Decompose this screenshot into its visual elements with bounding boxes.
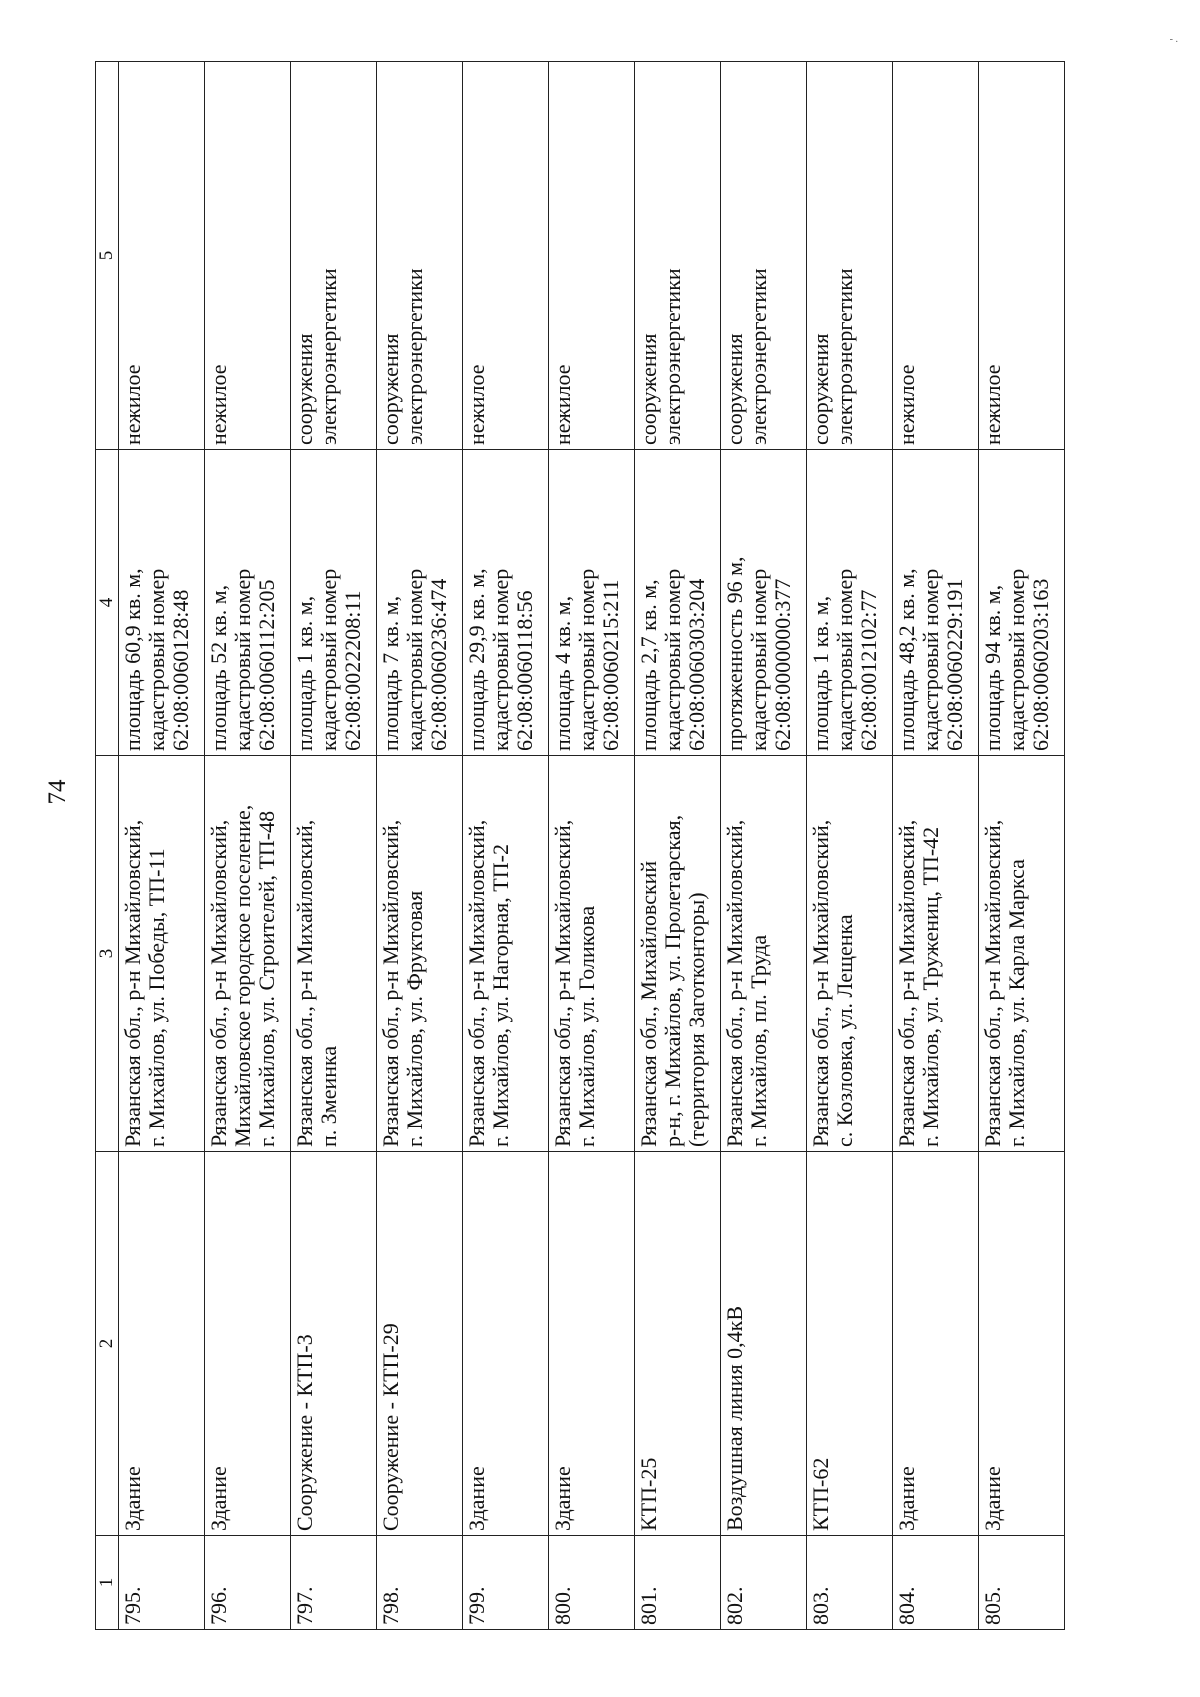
- row-number: 803.: [807, 1536, 893, 1630]
- object-params-line: 62:08:0060118:56: [512, 590, 537, 751]
- object-address-line: Рязанская обл., р-н Михайловский,: [378, 819, 403, 1147]
- object-params-line: 62:08:0060236:474: [426, 578, 451, 751]
- header-col-4: 4: [96, 450, 119, 756]
- object-params-line: 62:08:0000000:377: [770, 578, 795, 751]
- object-purpose-line: нежилое: [120, 364, 145, 445]
- header-col-3: 3: [96, 756, 119, 1152]
- object-address: [807, 756, 893, 1152]
- object-name: Здание: [549, 1152, 635, 1536]
- object-address-line: Рязанская обл., р-н Михайловский,: [808, 819, 833, 1147]
- object-purpose-line: нежилое: [464, 364, 489, 445]
- header-col-1: 1: [96, 1536, 119, 1630]
- object-address-line: Рязанская обл., р-н Михайловский,: [206, 819, 231, 1147]
- object-params-line: 62:08:0060229:191: [942, 578, 967, 751]
- object-purpose: [291, 62, 377, 450]
- object-purpose-line: сооружения: [636, 333, 661, 445]
- object-params: [549, 450, 635, 756]
- object-address: [979, 756, 1065, 1152]
- object-params-line: площадь 4 кв. м,: [550, 595, 575, 751]
- object-purpose: [377, 62, 463, 450]
- object-params-line: кадастровый номер: [660, 568, 685, 751]
- row-number: 802.: [721, 1536, 807, 1630]
- header-col-2: 2: [96, 1152, 119, 1536]
- object-address-line: Рязанская обл., р-н Михайловский,: [550, 819, 575, 1147]
- object-address: [205, 756, 291, 1152]
- object-params: [463, 450, 549, 756]
- object-purpose-line: электроэнергетики: [832, 268, 857, 445]
- object-purpose: [463, 62, 549, 450]
- object-name: Здание: [463, 1152, 549, 1536]
- object-address-line: Рязанская обл., р-н Михайловский,: [722, 819, 747, 1147]
- row-number: 800.: [549, 1536, 635, 1630]
- table-row: [549, 62, 635, 1630]
- object-name: Сооружение - КТП-29: [377, 1152, 463, 1536]
- object-address: [721, 756, 807, 1152]
- object-params-line: площадь 94 кв. м,: [980, 584, 1005, 751]
- object-purpose-line: электроэнергетики: [660, 268, 685, 445]
- row-number: 796.: [205, 1536, 291, 1630]
- object-address-line: г. Михайлов, ул. Строителей, ТП-48: [254, 810, 279, 1147]
- object-params: [979, 450, 1065, 756]
- row-number: 797.: [291, 1536, 377, 1630]
- object-name: Здание: [119, 1152, 205, 1536]
- object-params: [721, 450, 807, 756]
- object-params-line: кадастровый номер: [1004, 568, 1029, 751]
- object-params: [291, 450, 377, 756]
- table-body: [119, 62, 1065, 1630]
- object-address-line: п. Змеинка: [316, 1045, 341, 1147]
- object-address-line: с. Козловка, ул. Лещенка: [832, 914, 857, 1147]
- object-purpose-line: сооружения: [292, 333, 317, 445]
- object-params-line: площадь 52 кв. м,: [206, 584, 231, 751]
- object-address: [635, 756, 721, 1152]
- object-name: Здание: [205, 1152, 291, 1536]
- object-purpose-line: электроэнергетики: [402, 268, 427, 445]
- object-params-line: кадастровый номер: [488, 568, 513, 751]
- object-params-line: площадь 7 кв. м,: [378, 595, 403, 751]
- object-params-line: площадь 2,7 кв. м,: [636, 579, 661, 751]
- object-address-line: Рязанская обл., Михайловский: [636, 860, 661, 1147]
- object-purpose: [979, 62, 1065, 450]
- object-address-line: Рязанская обл., р-н Михайловский,: [120, 819, 145, 1147]
- header-col-5: 5: [96, 62, 119, 450]
- row-number: 795.: [119, 1536, 205, 1630]
- object-purpose: [893, 62, 979, 450]
- rotated-table-wrapper: [95, 62, 1065, 1630]
- object-params-line: 62:08:0060128:48: [168, 589, 193, 751]
- object-purpose-line: сооружения: [378, 333, 403, 445]
- table-row: [893, 62, 979, 1630]
- object-purpose-line: нежилое: [894, 364, 919, 445]
- table-row: [635, 62, 721, 1630]
- object-params: [377, 450, 463, 756]
- object-address: [549, 756, 635, 1152]
- object-address: [119, 756, 205, 1152]
- object-params: [205, 450, 291, 756]
- object-params-line: 62:08:0022208:11: [340, 590, 365, 751]
- object-address-line: Рязанская обл., р-н Михайловский,: [894, 819, 919, 1147]
- object-params-line: площадь 60,9 кв. м,: [120, 568, 145, 751]
- object-purpose: [635, 62, 721, 450]
- object-purpose-line: сооружения: [722, 333, 747, 445]
- object-params-line: 62:08:0060112:205: [254, 579, 279, 751]
- object-params-line: кадастровый номер: [402, 568, 427, 751]
- object-purpose-line: сооружения: [808, 333, 833, 445]
- object-params-line: 62:08:0060303:204: [684, 578, 709, 751]
- object-purpose-line: электроэнергетики: [746, 268, 771, 445]
- object-name: КТП-25: [635, 1152, 721, 1536]
- object-address-line: Михайловское городское поселение,: [230, 804, 255, 1147]
- object-purpose: [807, 62, 893, 450]
- object-params-line: площадь 48,2 кв. м,: [894, 568, 919, 751]
- row-number: 805.: [979, 1536, 1065, 1630]
- object-purpose: [721, 62, 807, 450]
- scan-speck: - .: [1169, 34, 1178, 45]
- row-number: 799.: [463, 1536, 549, 1630]
- object-purpose: [549, 62, 635, 450]
- object-purpose-line: нежилое: [550, 364, 575, 445]
- object-purpose: [205, 62, 291, 450]
- object-address: [893, 756, 979, 1152]
- object-params: [893, 450, 979, 756]
- object-address-line: (территория Заготконторы): [684, 892, 709, 1147]
- row-number: 798.: [377, 1536, 463, 1630]
- object-address-line: г. Михайлов, ул. Голикова: [574, 905, 599, 1147]
- property-table: [95, 61, 1065, 1630]
- object-params-line: кадастровый номер: [918, 568, 943, 751]
- object-address-line: г. Михайлов, ул. Фруктовая: [402, 890, 427, 1147]
- object-name: КТП-62: [807, 1152, 893, 1536]
- object-params-line: кадастровый номер: [316, 568, 341, 751]
- object-purpose: [119, 62, 205, 450]
- object-purpose-line: нежилое: [980, 364, 1005, 445]
- object-name: Воздушная линия 0,4кВ: [721, 1152, 807, 1536]
- object-params-line: кадастровый номер: [230, 568, 255, 751]
- object-params-line: протяженность 96 м,: [722, 556, 747, 751]
- table-row: [205, 62, 291, 1630]
- object-params-line: 62:08:0012102:77: [856, 589, 881, 751]
- table-row: [807, 62, 893, 1630]
- object-params: [807, 450, 893, 756]
- object-params: [635, 450, 721, 756]
- table-row: [979, 62, 1065, 1630]
- table-row: [119, 62, 205, 1630]
- object-address-line: р-н, г. Михайлов, ул. Пролетарская,: [660, 814, 685, 1147]
- object-name: Здание: [893, 1152, 979, 1536]
- object-address: [377, 756, 463, 1152]
- object-address-line: г. Михайлов, ул. Тружениц, ТП-42: [918, 826, 943, 1147]
- header-row: [96, 62, 119, 1630]
- table-row: [291, 62, 377, 1630]
- object-params-line: площадь 29,9 кв. м,: [464, 568, 489, 751]
- row-number: 801.: [635, 1536, 721, 1630]
- object-params-line: кадастровый номер: [574, 568, 599, 751]
- object-params-line: кадастровый номер: [746, 568, 771, 751]
- object-address: [463, 756, 549, 1152]
- object-params: [119, 450, 205, 756]
- object-address-line: Рязанская обл., р-н Михайловский,: [464, 819, 489, 1147]
- object-address-line: Рязанская обл., р-н Михайловский,: [980, 819, 1005, 1147]
- object-params-line: кадастровый номер: [144, 568, 169, 751]
- object-address: [291, 756, 377, 1152]
- object-purpose-line: электроэнергетики: [316, 268, 341, 445]
- object-purpose-line: нежилое: [206, 364, 231, 445]
- object-address-line: г. Михайлов, ул. Нагорная, ТП-2: [488, 844, 513, 1147]
- page-number: 74: [44, 779, 71, 805]
- object-address-line: г. Михайлов, ул. Победы, ТП-11: [144, 848, 169, 1147]
- table-row: [377, 62, 463, 1630]
- object-params-line: площадь 1 кв. м,: [808, 595, 833, 751]
- object-address-line: г. Михайлов, пл. Труда: [746, 934, 771, 1147]
- object-params-line: 62:08:0060203:163: [1028, 578, 1053, 751]
- object-address-line: Рязанская обл., р-н Михайловский,: [292, 819, 317, 1147]
- object-name: Здание: [979, 1152, 1065, 1536]
- object-params-line: 62:08:0060215:211: [598, 579, 623, 751]
- object-name: Сооружение - КТП-3: [291, 1152, 377, 1536]
- object-params-line: площадь 1 кв. м,: [292, 595, 317, 751]
- object-params-line: кадастровый номер: [832, 568, 857, 751]
- object-address-line: г. Михайлов, ул. Карла Маркса: [1004, 859, 1029, 1147]
- table-row: [721, 62, 807, 1630]
- row-number: 804.: [893, 1536, 979, 1630]
- table-row: [463, 62, 549, 1630]
